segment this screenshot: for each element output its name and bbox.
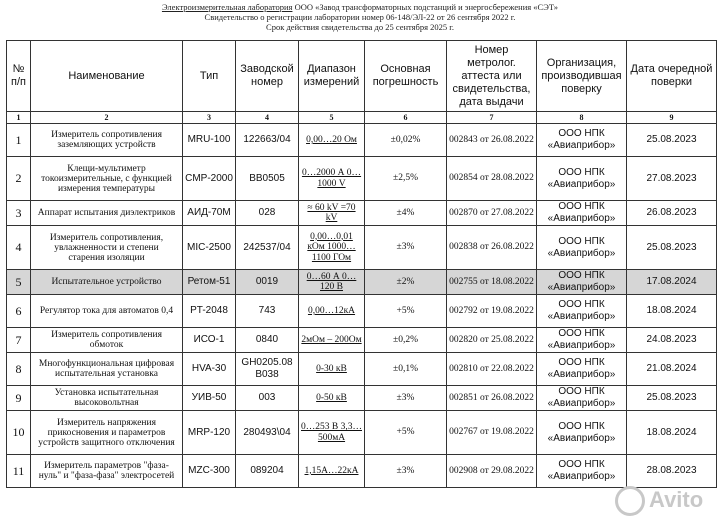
col-header: Тип [183,41,236,112]
cell-cert: 002838 от 26.08.2022 [447,226,537,270]
column-number-row [7,112,717,124]
cell-type: MRP-120 [183,411,236,455]
cell-next: 25.08.2023 [627,226,717,270]
cell-error: ±3% [365,386,447,411]
table-row [7,270,717,295]
cell-n: 6 [7,295,31,328]
cell-next: 27.08.2023 [627,157,717,201]
cell-type: HVA-30 [183,353,236,386]
col-number: 7 [447,112,537,124]
cell-cert: 002851 от 26.08.2022 [447,386,537,411]
col-header: Наименование [31,41,183,112]
cell-next: 28.08.2023 [627,455,717,488]
col-header: Диапазон измерений [299,41,365,112]
cell-name: Регулятор тока для автоматов 0,4 [31,295,183,328]
col-number: 2 [31,112,183,124]
cell-type: ИСО-1 [183,328,236,353]
cell-error: ±3% [365,226,447,270]
cell-range: 0…2000 А 0…1000 V [299,157,365,201]
cell-next: 25.08.2023 [627,124,717,157]
cell-type: УИВ-50 [183,386,236,411]
lab-header-line1: Электроизмерительная лаборатория ООО «Завод трансформаторных подстанций и энергосбережения «СЭТ» [161,2,559,12]
col-header: Номер метролог. аттеста или свидетельства, дата выдачи [447,41,537,112]
cell-n: 11 [7,455,31,488]
cell-org: ООО НПК «Авиаприбор» [537,411,627,455]
cell-org: ООО НПК «Авиаприбор» [537,270,627,295]
cell-serial: 003 [236,386,299,411]
cell-error: +5% [365,411,447,455]
cell-type: CMP-2000 [183,157,236,201]
cell-next: 24.08.2023 [627,328,717,353]
cell-error: ±2% [365,270,447,295]
table-row [7,386,717,411]
cell-serial: 743 [236,295,299,328]
cell-error: ±2,5% [365,157,447,201]
cell-range: 1,15А…22кА [299,455,365,488]
table-header-row [7,41,717,112]
cell-name: Измеритель сопротивления, увлажненности и степени старения изоляции [31,226,183,270]
cell-next: 26.08.2023 [627,201,717,226]
cell-serial: 122663/04 [236,124,299,157]
cell-cert: 002854 от 28.08.2022 [447,157,537,201]
cell-name: Измеритель сопротивления заземляющих устройств [31,124,183,157]
avito-watermark [615,484,710,516]
cell-type: MRU-100 [183,124,236,157]
cell-cert: 002755 от 18.08.2022 [447,270,537,295]
col-number: 1 [7,112,31,124]
table-row [7,455,717,488]
cell-n: 10 [7,411,31,455]
cell-name: Измеритель параметров "фаза-нуль" и "фаза-фаза" электросетей [31,455,183,488]
lab-header-line3: Срок действия свидетельства до 25 сентября 2025 г. [266,22,454,32]
cell-org: ООО НПК «Авиаприбор» [537,328,627,353]
lab-header-line2: Свидетельство о регистрации лаборатории номер 06-148/ЭЛ-22 от 26 сентября 2022 г. [204,12,516,22]
cell-type: Ретом-51 [183,270,236,295]
cell-name: Клещи-мультиметр токоизмерительные, с функцией измерения температуры [31,157,183,201]
cell-name: Испытательное устройство [31,270,183,295]
col-number: 6 [365,112,447,124]
cell-name: Измеритель сопротивления обмоток [31,328,183,353]
table-body [7,124,717,488]
cell-range: 0…60 А 0…120 В [299,270,365,295]
cell-type: АИД-70М [183,201,236,226]
cell-error: +5% [365,295,447,328]
col-header: Основная погрешность [365,41,447,112]
cell-range: 0,00…20 Ом [299,124,365,157]
equipment-table [6,40,717,488]
watermark-logo-icon [615,486,645,516]
cell-error: ±0,2% [365,328,447,353]
cell-serial: 280493\04 [236,411,299,455]
table-row [7,124,717,157]
cell-name: Установка испытательная высоковольтная [31,386,183,411]
col-header: № п/п [7,41,31,112]
cell-n: 7 [7,328,31,353]
col-number: 4 [236,112,299,124]
cell-serial: 0019 [236,270,299,295]
cell-range: 0-50 кВ [299,386,365,411]
table-row [7,201,717,226]
col-number: 8 [537,112,627,124]
cell-name: Измеритель напряжения прикосновения и параметров устройств защитного отключения [31,411,183,455]
cell-n: 5 [7,270,31,295]
cell-org: ООО НПК «Авиаприбор» [537,386,627,411]
cell-range: 0…253 В 3,3…500мА [299,411,365,455]
cell-range: ≈ 60 kV =70 kV [299,201,365,226]
cell-serial: 242537/04 [236,226,299,270]
cell-next: 25.08.2023 [627,386,717,411]
cell-org: ООО НПК «Авиаприбор» [537,157,627,201]
col-number: 5 [299,112,365,124]
cell-n: 2 [7,157,31,201]
cell-org: ООО НПК «Авиаприбор» [537,295,627,328]
cell-next: 18.08.2024 [627,411,717,455]
table-row [7,353,717,386]
cell-range: 0-30 кВ [299,353,365,386]
col-header: Дата очередной поверки [627,41,717,112]
table-row [7,328,717,353]
cell-type: MIC-2500 [183,226,236,270]
cell-cert: 002843 от 26.08.2022 [447,124,537,157]
cell-serial: GH0205.08 B038 [236,353,299,386]
cell-org: ООО НПК «Авиаприбор» [537,201,627,226]
cell-n: 3 [7,201,31,226]
cell-serial: 028 [236,201,299,226]
cell-error: ±4% [365,201,447,226]
cell-n: 9 [7,386,31,411]
cell-org: ООО НПК «Авиаприбор» [537,353,627,386]
cell-next: 17.08.2024 [627,270,717,295]
table-row [7,295,717,328]
cell-org: ООО НПК «Авиаприбор» [537,124,627,157]
cell-next: 21.08.2024 [627,353,717,386]
col-number: 3 [183,112,236,124]
cell-n: 1 [7,124,31,157]
col-header: Организация, производившая поверку [537,41,627,112]
cell-cert: 002810 от 22.08.2022 [447,353,537,386]
cell-cert: 002908 от 29.08.2022 [447,455,537,488]
cell-n: 8 [7,353,31,386]
cell-org: ООО НПК «Авиаприбор» [537,226,627,270]
cell-error: ±0,02% [365,124,447,157]
cell-serial: 0840 [236,328,299,353]
col-number: 9 [627,112,717,124]
table-row [7,226,717,270]
cell-range: 0,00…12кА [299,295,365,328]
cell-n: 4 [7,226,31,270]
cell-range: 0,00…0,01 кОм 1000…1100 ГОм [299,226,365,270]
cell-cert: 002870 от 27.08.2022 [447,201,537,226]
table-row [7,411,717,455]
cell-type: PT-2048 [183,295,236,328]
cell-cert: 002767 от 19.08.2022 [447,411,537,455]
cell-serial: BB0505 [236,157,299,201]
col-header: Заводской номер [236,41,299,112]
cell-type: MZC-300 [183,455,236,488]
cell-next: 18.08.2024 [627,295,717,328]
cell-cert: 002820 от 25.08.2022 [447,328,537,353]
table-row [7,157,717,201]
cell-name: Многофункциональная цифровая испытательная установка [31,353,183,386]
watermark-text: Avito [649,487,704,512]
cell-serial: 089204 [236,455,299,488]
cell-org: ООО НПК «Авиаприбор» [537,455,627,488]
cell-name: Аппарат испытания диэлектриков [31,201,183,226]
cell-cert: 002792 от 19.08.2022 [447,295,537,328]
cell-error: ±3% [365,455,447,488]
cell-error: ±0,1% [365,353,447,386]
cell-range: 2мОм – 200Ом [299,328,365,353]
